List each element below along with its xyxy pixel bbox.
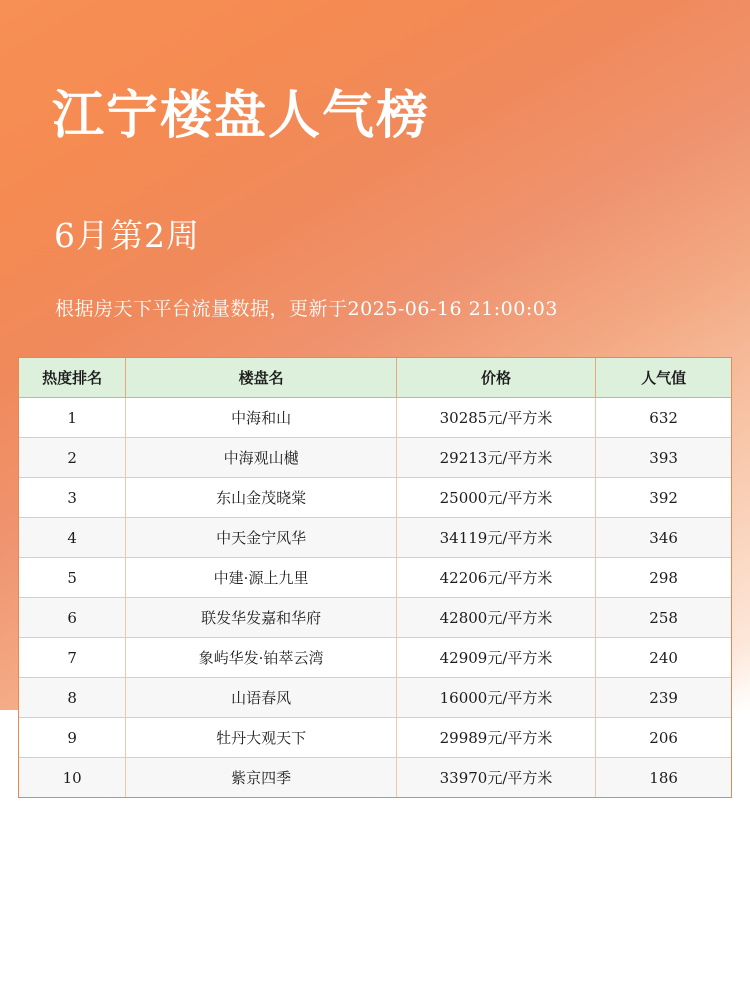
cell-rank: 7 (19, 638, 126, 678)
cell-heat: 206 (596, 718, 731, 758)
table-body (19, 398, 731, 798)
cell-price: 30285元/平方米 (396, 398, 595, 438)
table-row (19, 438, 731, 478)
cell-price: 16000元/平方米 (396, 678, 595, 718)
cell-heat: 186 (596, 758, 731, 798)
cell-price: 42800元/平方米 (396, 598, 595, 638)
cell-heat: 346 (596, 518, 731, 558)
cell-rank: 6 (19, 598, 126, 638)
table-row (19, 678, 731, 718)
cell-price: 42206元/平方米 (396, 558, 595, 598)
cell-heat: 393 (596, 438, 731, 478)
cell-heat: 632 (596, 398, 731, 438)
cell-name: 中建·源上九里 (126, 558, 397, 598)
cell-price: 34119元/平方米 (396, 518, 595, 558)
ranking-table-container (18, 357, 732, 798)
cell-rank: 2 (19, 438, 126, 478)
cell-rank: 3 (19, 478, 126, 518)
table-header (19, 358, 731, 398)
column-header-price: 价格 (396, 358, 595, 398)
cell-heat: 239 (596, 678, 731, 718)
cell-rank: 1 (19, 398, 126, 438)
table-row (19, 758, 731, 798)
cell-heat: 392 (596, 478, 731, 518)
table-row (19, 398, 731, 438)
table-row (19, 558, 731, 598)
cell-name: 紫京四季 (126, 758, 397, 798)
cell-rank: 8 (19, 678, 126, 718)
cell-price: 25000元/平方米 (396, 478, 595, 518)
page-title: 江宁楼盘人气榜 (52, 86, 431, 146)
cell-heat: 298 (596, 558, 731, 598)
source-note: 根据房天下平台流量数据，更新于2025-06-16 21:00:03 (55, 298, 558, 320)
cell-heat: 240 (596, 638, 731, 678)
cell-rank: 4 (19, 518, 126, 558)
cell-price: 42909元/平方米 (396, 638, 595, 678)
cell-name: 中海观山樾 (126, 438, 397, 478)
cell-name: 中天金宁风华 (126, 518, 397, 558)
table-row (19, 518, 731, 558)
cell-name: 象屿华发·铂萃云湾 (126, 638, 397, 678)
cell-name: 牡丹大观天下 (126, 718, 397, 758)
table-row (19, 718, 731, 758)
table-row (19, 598, 731, 638)
table-row (19, 638, 731, 678)
cell-price: 29989元/平方米 (396, 718, 595, 758)
column-header-rank: 热度排名 (19, 358, 126, 398)
cell-name: 中海和山 (126, 398, 397, 438)
cell-rank: 5 (19, 558, 126, 598)
table-header-row (19, 358, 731, 398)
table-row (19, 478, 731, 518)
column-header-name: 楼盘名 (126, 358, 397, 398)
cell-rank: 10 (19, 758, 126, 798)
cell-name: 东山金茂晓棠 (126, 478, 397, 518)
cell-rank: 9 (19, 718, 126, 758)
cell-name: 山语春风 (126, 678, 397, 718)
cell-name: 联发华发嘉和华府 (126, 598, 397, 638)
column-header-heat: 人气值 (596, 358, 731, 398)
cell-price: 29213元/平方米 (396, 438, 595, 478)
ranking-table (19, 358, 731, 797)
poster-subtitle: 6月第2周 (54, 216, 200, 255)
cell-price: 33970元/平方米 (396, 758, 595, 798)
cell-heat: 258 (596, 598, 731, 638)
